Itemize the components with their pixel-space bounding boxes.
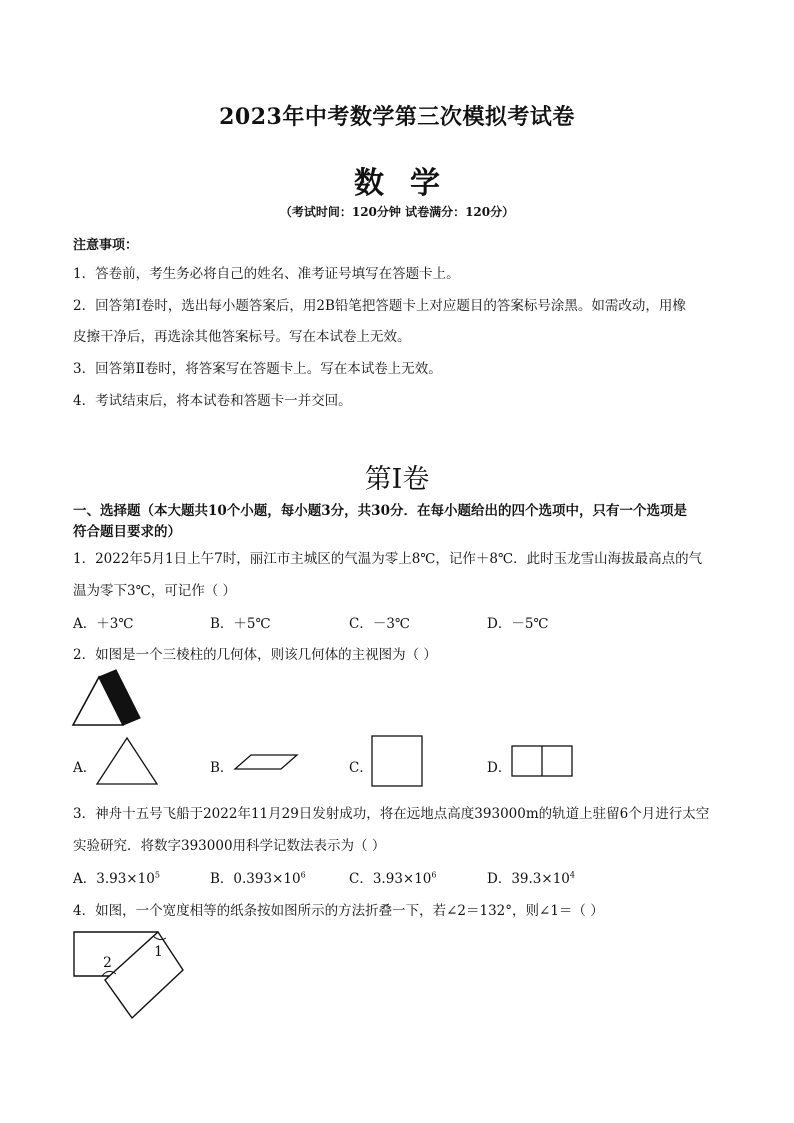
q2-option-d: D． bbox=[487, 760, 512, 776]
section-instruction-2: 符合题目要求的） bbox=[73, 524, 181, 540]
note-item-1: 1．答卷前，考生务必将自己的姓名、准考证号填写在答题卡上。 bbox=[73, 266, 460, 282]
q2-option-c-square bbox=[371, 735, 423, 787]
q4-text: 4．如图，一个宽度相等的纸条按如图所示的方法折叠一下，若∠2＝132°，则∠1＝（ ） bbox=[73, 903, 604, 919]
section-title: 第Ⅰ卷 bbox=[364, 464, 430, 495]
angle-label-1: 1 bbox=[154, 944, 163, 960]
q2-option-a-triangle bbox=[95, 736, 159, 786]
q3-option-d-mantissa: 39.3×10 bbox=[511, 871, 570, 887]
q3-option-a-label: A． bbox=[73, 871, 97, 887]
q2-option-b: B． bbox=[210, 760, 234, 776]
note-item-2: 2．回答第Ⅰ卷时，选出每小题答案后，用2B铅笔把答题卡上对应题目的答案标号涂黑。如需改动，用橡 bbox=[73, 298, 686, 314]
subject-title: 数学 bbox=[354, 166, 466, 201]
triangular-prism-figure bbox=[70, 668, 145, 728]
exam-info: （考试时间：120分钟 试卷满分：120分） bbox=[279, 205, 515, 219]
q2-option-c: C． bbox=[349, 760, 373, 776]
q3-option-a-exponent: 5 bbox=[154, 870, 160, 880]
section-instruction-1: 一、选择题（本大题共10个小题，每小题3分，共30分．在每小题给出的四个选项中，只有一个选项是 bbox=[73, 503, 687, 519]
q2-option-b-parallelogram bbox=[233, 753, 299, 771]
q3-option-a-mantissa: 3.93×10 bbox=[96, 871, 155, 887]
q1-text-1: 1．2022年5月1日上午7时，丽江市主城区的气温为零上8℃，记作＋8℃．此时玉龙雪山海拔最高点的气 bbox=[73, 551, 703, 567]
page-title: 2023年中考数学第三次模拟考试卷 bbox=[219, 104, 575, 130]
q2-option-d-split-rectangle bbox=[511, 745, 573, 777]
q3-option-c-label: C． bbox=[349, 871, 373, 887]
note-item-4: 4．考试结束后，将本试卷和答题卡一并交回。 bbox=[73, 393, 352, 409]
q3-option-b bbox=[210, 867, 306, 887]
angle-label-2: 2 bbox=[103, 955, 112, 971]
q3-text-2: 实验研究．将数字393000用科学记数法表示为（ ） bbox=[73, 838, 386, 854]
q1-option-c: C．－3℃ bbox=[349, 616, 411, 632]
q3-option-b-label: B． bbox=[210, 871, 234, 887]
q3-option-c-exponent: 6 bbox=[431, 870, 437, 880]
q2-option-a: A． bbox=[73, 760, 97, 776]
q3-option-b-exponent: 6 bbox=[300, 870, 306, 880]
q3-option-d-label: D． bbox=[487, 871, 512, 887]
q3-option-d-exponent: 4 bbox=[569, 870, 575, 880]
q3-text-1: 3．神舟十五号飞船于2022年11月29日发射成功，将在远地点高度393000m的轨道上驻留6个月进行太空 bbox=[73, 806, 710, 822]
q1-option-d: D．－5℃ bbox=[487, 616, 549, 632]
q1-option-b: B．＋5℃ bbox=[210, 616, 271, 632]
note-item-3: 3．回答第Ⅱ卷时，将答案写在答题卡上。写在本试卷上无效。 bbox=[73, 361, 442, 377]
q3-option-c bbox=[349, 867, 437, 887]
q3-option-b-mantissa: 0.393×10 bbox=[233, 871, 301, 887]
notes-title: 注意事项： bbox=[73, 238, 139, 253]
note-item-2-cont: 皮擦干净后，再选涂其他答案标号。写在本试卷上无效。 bbox=[73, 329, 411, 345]
q1-option-a: A．＋3℃ bbox=[73, 616, 134, 632]
q3-option-d bbox=[487, 867, 575, 887]
q3-option-c-mantissa: 3.93×10 bbox=[372, 871, 432, 887]
q2-text: 2．如图是一个三棱柱的几何体，则该几何体的主视图为（ ） bbox=[73, 647, 437, 663]
q1-text-2: 温为零下3℃，可记作（ ） bbox=[73, 583, 236, 599]
q3-option-a bbox=[73, 867, 160, 887]
folded-paper-strip-figure bbox=[70, 928, 190, 1023]
